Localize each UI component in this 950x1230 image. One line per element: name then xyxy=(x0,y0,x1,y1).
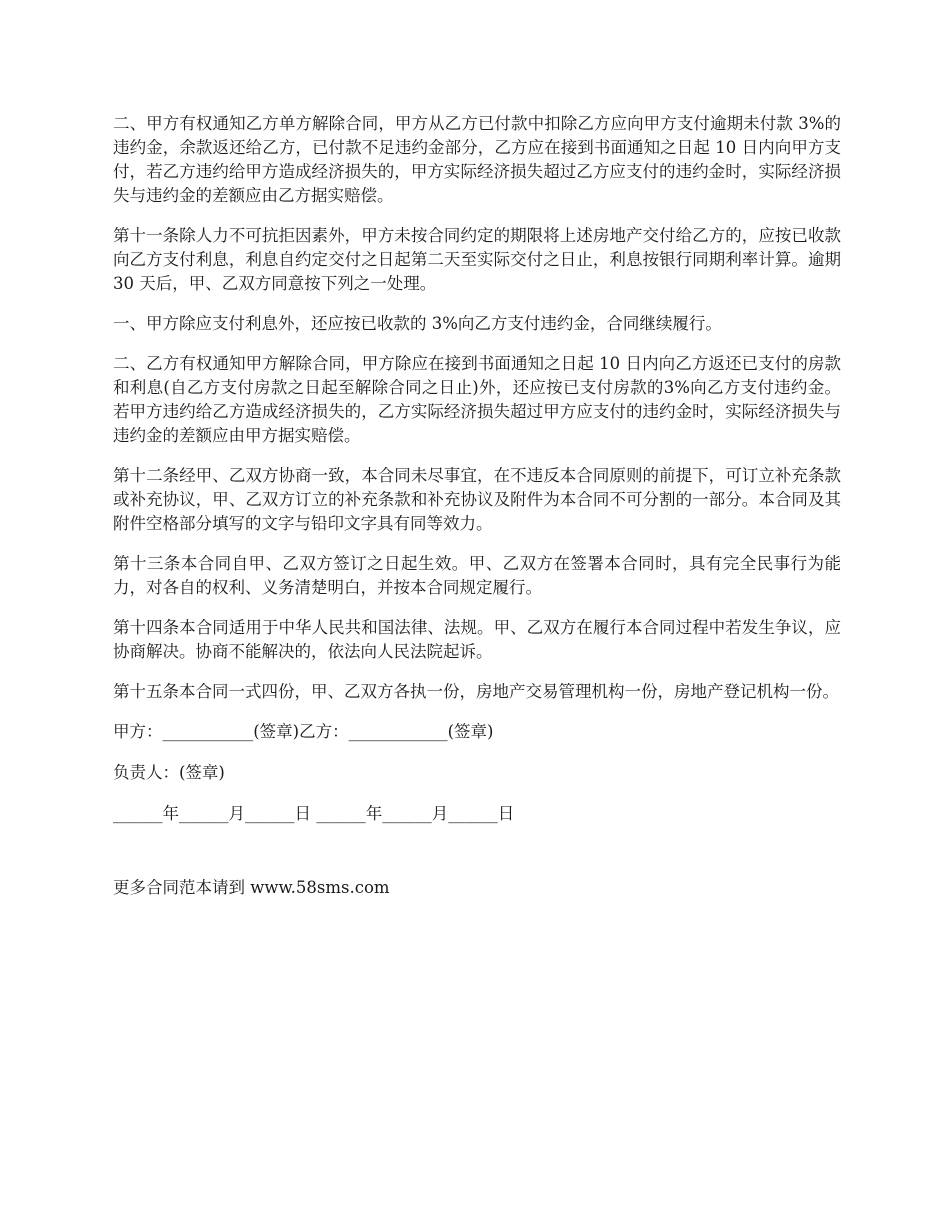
contract-page xyxy=(113,112,841,916)
signature-parties-line: 甲方：___________(签章)乙方：____________(签章) xyxy=(113,722,494,741)
signature-date-line: ______年______月______日 ______年______月______日 xyxy=(113,804,515,823)
clause-paragraph: 二、乙方有权通知甲方解除合同，甲方除应在接到书面通知之日起 10 日内向乙方返还已支付的房款和利息(自乙方支付房款之日起至解除合同之日止)外，还应按已支付房款的3%向乙方支付违约金。若甲方违约给乙方造成经济损失的，乙方实际经济损失超过甲方应支付的违约金时，实际经济损失与违约金的差额应由甲方据实赔偿。 xyxy=(113,354,841,445)
clause-paragraph: 第十一条除人力不可抗拒因素外，甲方未按合同约定的期限将上述房地产交付给乙方的，应按已收款向乙方支付利息，利息自约定交付之日起第二天至实际交付之日止，利息按银行同期利率计算。逾期 30 天后，甲、乙双方同意按下列之一处理。 xyxy=(113,226,841,293)
clause-paragraph: 第十二条经甲、乙双方协商一致，本合同未尽事宜，在不违反本合同原则的前提下，可订立补充条款或补充协议，甲、乙双方订立的补充条款和补充协议及附件为本合同不可分割的一部分。本合同及其附件空格部分填写的文字与铅印文字具有同等效力。 xyxy=(113,466,841,533)
clause-paragraph: 第十五条本合同一式四份，甲、乙双方各执一份，房地产交易管理机构一份，房地产登记机构一份。 xyxy=(113,682,839,701)
footer-link-text: 更多合同范本请到 www.58sms.com xyxy=(113,878,390,897)
clause-paragraph: 第十四条本合同适用于中华人民共和国法律、法规。甲、乙双方在履行本合同过程中若发生争议，应协商解决。协商不能解决的，依法向人民法院起诉。 xyxy=(113,618,841,661)
clause-paragraph: 一、甲方除应支付利息外，还应按已收款的 3%向乙方支付违约金，合同继续履行。 xyxy=(113,314,722,333)
signature-responsible-line: 负责人：(签章) xyxy=(113,763,225,782)
clause-paragraph: 二、甲方有权通知乙方单方解除合同，甲方从乙方已付款中扣除乙方应向甲方支付逾期未付款 3%的违约金，余款返还给乙方，已付款不足违约金部分，乙方应在接到书面通知之日起 10 日内向甲方支付，若乙方违约给甲方造成经济损失的，甲方实际经济损失超过乙方应支付的违约金时，实际经济损失与违约金的差额应由乙方据实赔偿。 xyxy=(113,114,841,205)
clause-paragraph: 第十三条本合同自甲、乙双方签订之日起生效。甲、乙双方在签署本合同时，具有完全民事行为能力，对各自的权利、义务清楚明白，并按本合同规定履行。 xyxy=(113,554,841,597)
